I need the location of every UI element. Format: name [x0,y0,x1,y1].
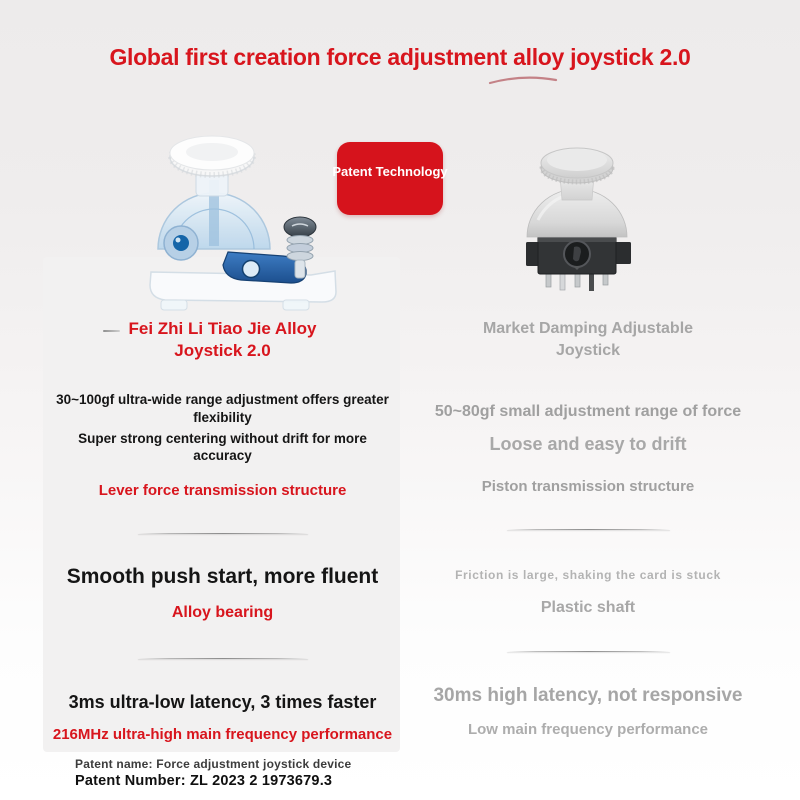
patent-info [75,757,351,789]
left-feature-structure: Lever force transmission structure [98,482,347,500]
right-feature-structure: Piston transmission structure [481,477,695,495]
left-product-column [50,318,395,743]
right-feature-shaft: Plastic shaft [540,598,636,616]
right-feature-drift: Loose and easy to drift [489,433,687,454]
right-divider-2 [507,651,670,652]
left-feature-centering: Super strong centering without drift for more accuracy [78,430,367,464]
left-product-heading: Fei Zhi Li Tiao Jie Alloy Joystick 2.0 [128,319,317,361]
right-divider-1 [507,529,670,530]
left-divider-2 [138,658,308,659]
left-feature-frequency: 216MHz ultra-high main frequency performance [52,726,393,744]
right-feature-range: 50~80gf small adjustment range of force [434,402,742,420]
patent-badge-label: Patent Technology [332,164,448,179]
patent-number-line: Patent Number: ZL 2023 2 1973679.3 [75,773,333,789]
title-underline-swoosh [487,76,559,86]
patent-name-line: Patent name: Force adjustment joystick device [75,757,352,771]
right-product-heading: Market Damping Adjustable Joystick [482,320,694,360]
left-feature-range: 30~100gf ultra-wide range adjustment offers greater flexibility [56,391,389,425]
gray-joystick-illustration [518,142,642,292]
right-feature-friction: Friction is large, shaking the card is stuck [455,567,721,582]
right-feature-latency: 30ms high latency, not responsive [433,684,743,706]
left-feature-bearing: Alloy bearing [171,604,274,622]
right-feature-frequency: Low main frequency performance [467,720,709,738]
alloy-joystick-illustration [133,122,358,320]
patent-technology-badge [332,142,448,215]
left-feature-smooth: Smooth push start, more fluent [66,565,379,589]
page-title: Global first creation force adjustment alloy joystick 2.0 [109,44,691,70]
right-product-column [423,318,753,738]
left-feature-latency: 3ms ultra-low latency, 3 times faster [68,692,377,713]
left-divider-1 [138,533,308,534]
